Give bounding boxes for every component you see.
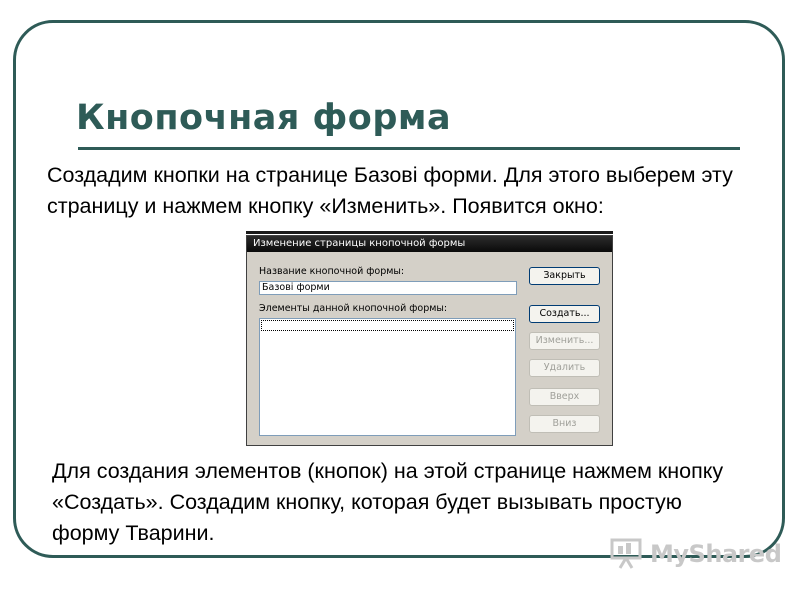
- paragraph-create: Для создания элементов (кнопок) на этой странице нажмем кнопку «Создать». Создадим кнопку, которая будет вызывать простую форму Тварини.: [52, 459, 724, 545]
- dialog-title: Изменение страницы кнопочной формы: [247, 236, 612, 252]
- list-focus-row: [261, 320, 514, 331]
- dialog-top-edge: [246, 231, 613, 234]
- form-name-input[interactable]: Базові форми: [259, 281, 517, 295]
- switchboard-page-dialog: [246, 235, 613, 446]
- move-up-button[interactable]: Вверх: [529, 388, 600, 406]
- watermark-text: MyShared: [650, 540, 782, 568]
- move-down-button[interactable]: Вниз: [529, 415, 600, 433]
- items-label: Элементы данной кнопочной формы:: [259, 303, 448, 314]
- items-listbox[interactable]: [259, 318, 516, 436]
- delete-button[interactable]: Удалить: [529, 359, 600, 377]
- paragraph-intro: Создадим кнопки на странице Базові форми. Для этого выберем эту страницу и нажмем кнопку «Изменить». Появится окно:: [47, 163, 733, 218]
- form-name-label: Название кнопочной формы:: [259, 266, 405, 277]
- presentation-board-icon: [608, 536, 646, 570]
- close-button[interactable]: Закрыть: [529, 267, 600, 285]
- myshared-watermark: [606, 536, 782, 570]
- edit-button[interactable]: Изменить...: [529, 332, 600, 350]
- title-underline: [78, 147, 740, 150]
- slide-title: Кнопочная форма: [76, 98, 452, 138]
- create-button[interactable]: Создать...: [529, 305, 600, 323]
